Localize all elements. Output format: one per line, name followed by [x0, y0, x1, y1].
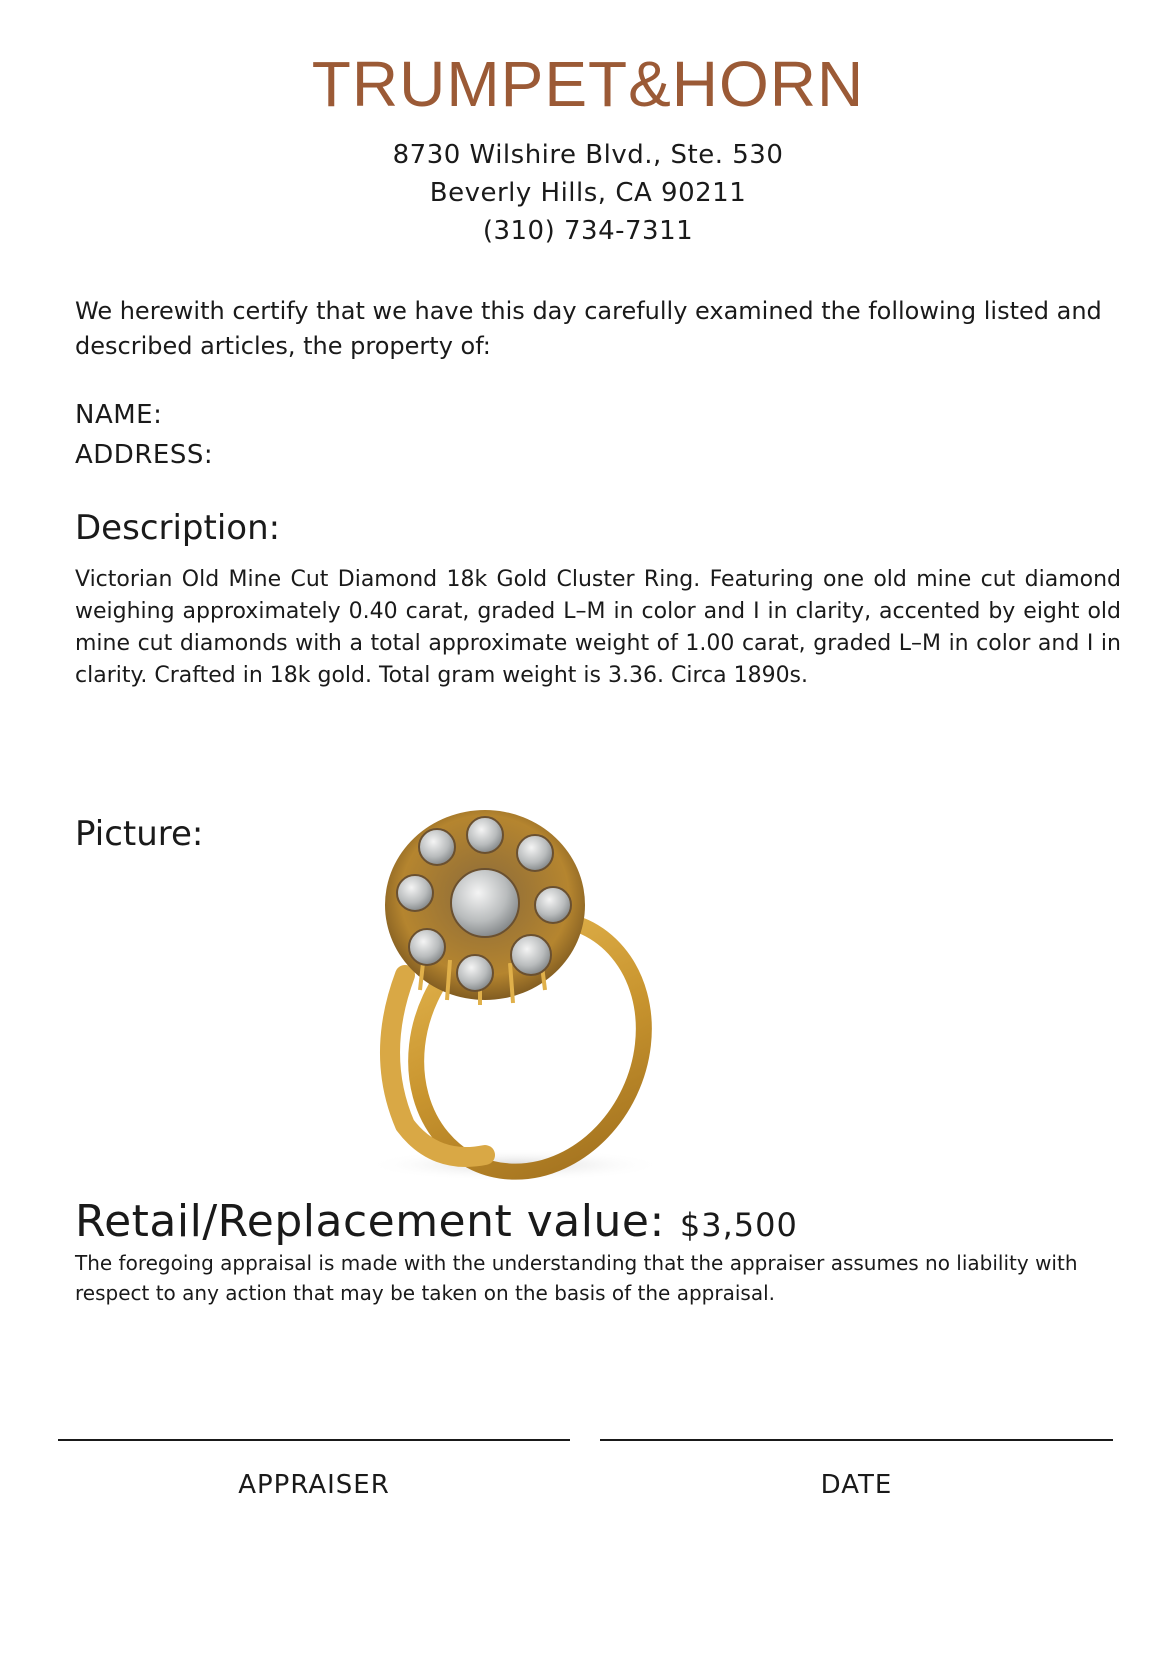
description-heading: Description: [75, 508, 281, 548]
name-label: NAME: [75, 400, 163, 430]
value-amount: $3,500 [679, 1206, 798, 1244]
phone-number: (310) 734-7311 [482, 216, 694, 246]
business-address [0, 136, 1176, 250]
appraiser-label: APPRAISER [238, 1470, 390, 1500]
address-label: ADDRESS: [75, 440, 214, 470]
address-street: 8730 Wilshire Blvd., Ste. 530 [392, 140, 784, 170]
date-label: DATE [820, 1470, 893, 1500]
value-label: Retail/Replacement value: [75, 1196, 665, 1247]
certification-statement: We herewith certify that we have this day carefully examined the following listed and described articles, the property of: [75, 297, 1102, 360]
disclaimer-text: The foregoing appraisal is made with the understanding that the appraiser assumes no liability with respect to any action that may be taken on the basis of the appraisal. [75, 1251, 1078, 1305]
date-signature-line [600, 1439, 1113, 1441]
description-body: Victorian Old Mine Cut Diamond 18k Gold Cluster Ring. Featuring one old mine cut diamond weighing approximately 0.40 carat, graded L–M in color and I in clarity, accented by eight old mine cut diamonds with a total approximate weight of 1.00 carat, graded L–M in color and I in clarity. Crafted in 18k gold. Total gram weight is 3.36. Circa 1890s. [75, 567, 1121, 688]
appraiser-signature-line [58, 1439, 570, 1441]
valuation-line [75, 1195, 798, 1252]
ring-photo [335, 795, 695, 1190]
owner-fields [75, 395, 213, 475]
picture-heading: Picture: [75, 814, 204, 854]
brand-logo: TRUMPET&HORN [311, 48, 865, 120]
address-city: Beverly Hills, CA 90211 [429, 178, 747, 208]
